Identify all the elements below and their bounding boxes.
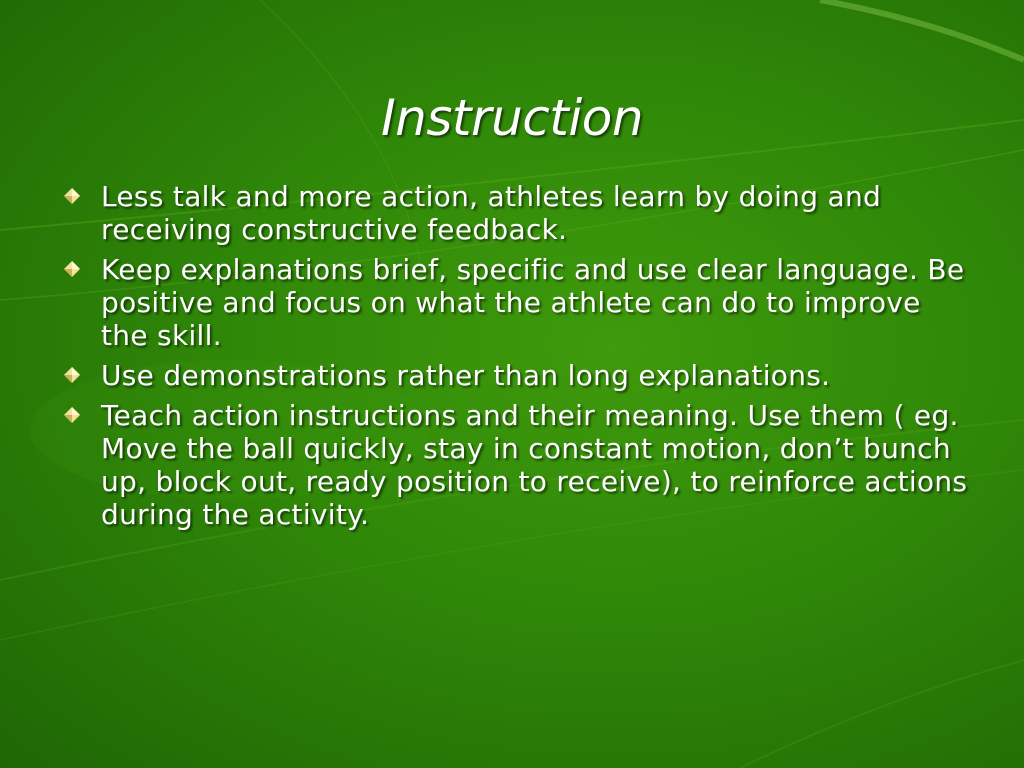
- slide-title: Instruction: [380, 89, 644, 147]
- diamond-bullet-icon: [64, 188, 80, 204]
- diamond-bullet-icon: [64, 367, 80, 383]
- diamond-bullet-icon: [64, 407, 80, 423]
- bullet-text: Teach action instructions and their meaning. Use them ( eg. Move the ball quickly, stay in constant motion, don’t bunch up, block out, ready position to receive), to reinforce actions during the activity.: [101, 399, 968, 531]
- diamond-bullet-icon: [64, 261, 80, 277]
- bullet-text: Use demonstrations rather than long explanations.: [101, 359, 831, 392]
- bullet-item: [62, 180, 972, 246]
- bullet-item: [62, 399, 972, 531]
- bullet-text: Keep explanations brief, specific and use clear language. Be positive and focus on what the athlete can do to improve the skill.: [101, 253, 965, 352]
- bullet-list: [62, 180, 972, 538]
- bullet-item: [62, 253, 972, 352]
- bullet-text: Less talk and more action, athletes learn by doing and receiving constructive feedback.: [101, 180, 882, 246]
- bullet-item: [62, 359, 972, 392]
